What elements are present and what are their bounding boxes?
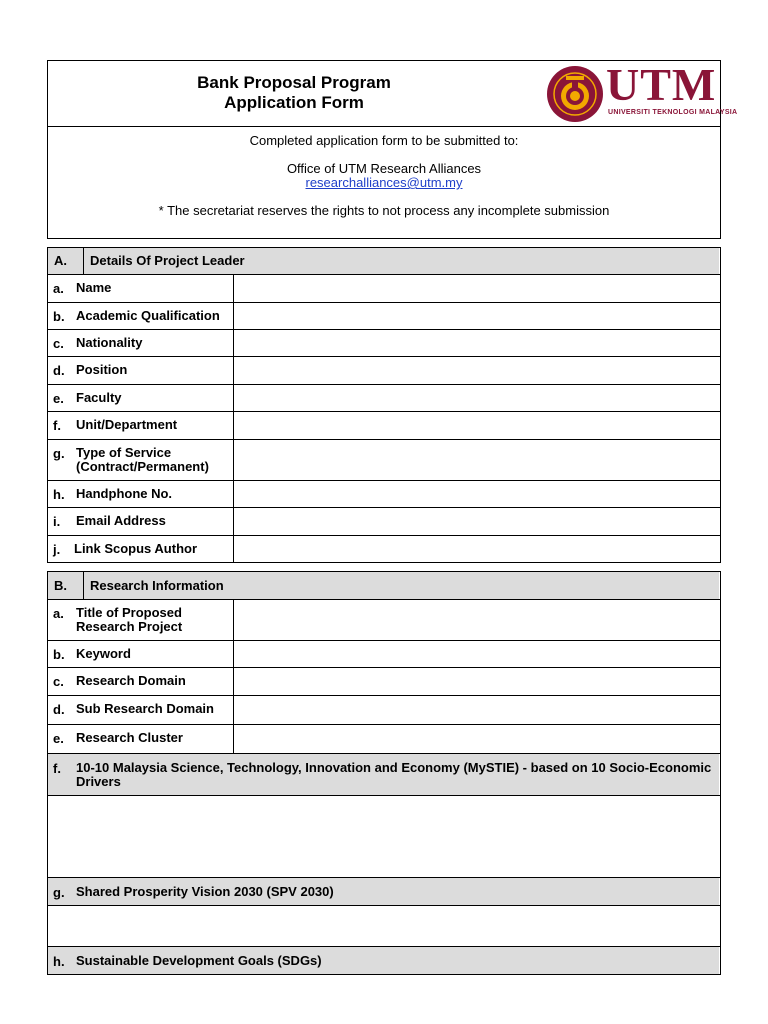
field-label: Position bbox=[76, 362, 128, 377]
handphone-input[interactable] bbox=[235, 481, 719, 507]
field-label: Link Scopus Author bbox=[74, 541, 198, 556]
row-letter: c. bbox=[53, 674, 64, 689]
section-b-title: Research Information bbox=[90, 578, 224, 593]
research-domain-input[interactable] bbox=[235, 668, 719, 695]
row-letter: h. bbox=[53, 487, 65, 502]
field-label: Research Cluster bbox=[76, 730, 183, 745]
row-letter: d. bbox=[53, 363, 65, 378]
field-label: Name bbox=[76, 280, 112, 295]
row-letter: f. bbox=[53, 418, 61, 433]
office-text: Office of UTM Research Alliances bbox=[286, 161, 482, 176]
field-label: Faculty bbox=[76, 390, 122, 405]
utm-wordmark: UTM bbox=[606, 59, 717, 110]
incomplete-submission-note: * The secretariat reserves the rights to not process any incomplete submission bbox=[158, 203, 610, 218]
row-letter: a. bbox=[53, 281, 64, 296]
email-container bbox=[48, 175, 720, 190]
section-b-column-divider bbox=[233, 600, 234, 753]
field-label-line2: Research Project bbox=[76, 619, 183, 634]
spv-input[interactable] bbox=[48, 906, 719, 946]
utm-subtitle: UNIVERSITI TEKNOLOGI MALAYSIA bbox=[608, 109, 738, 116]
field-label: Keyword bbox=[76, 646, 131, 661]
academic-qualification-input[interactable] bbox=[235, 303, 719, 329]
field-label-line2: (Contract/Permanent) bbox=[76, 459, 209, 474]
section-a-column-divider bbox=[233, 275, 234, 562]
spv-label: Shared Prosperity Vision 2030 (SPV 2030) bbox=[76, 884, 334, 899]
field-label: Sub Research Domain bbox=[76, 701, 214, 716]
keyword-input[interactable] bbox=[235, 641, 719, 667]
row-letter: h. bbox=[53, 954, 65, 969]
utm-logo bbox=[546, 59, 738, 123]
position-input[interactable] bbox=[235, 357, 719, 384]
form-title bbox=[190, 73, 398, 113]
research-cluster-input[interactable] bbox=[235, 725, 719, 753]
faculty-input[interactable] bbox=[235, 385, 719, 411]
row-letter: i. bbox=[53, 514, 61, 529]
row-divider bbox=[47, 274, 721, 275]
field-label: Handphone No. bbox=[76, 486, 173, 501]
sub-research-domain-input[interactable] bbox=[235, 696, 719, 724]
submit-to-text: Completed application form to be submitted to: bbox=[249, 133, 519, 148]
section-a-title: Details Of Project Leader bbox=[90, 253, 245, 268]
utm-crest-icon bbox=[546, 65, 604, 123]
row-letter: g. bbox=[53, 885, 65, 900]
section-b-letter: B. bbox=[54, 578, 67, 593]
project-title-input[interactable] bbox=[235, 601, 719, 640]
field-label: Unit/Department bbox=[76, 417, 178, 432]
field-label: Academic Qualification bbox=[76, 308, 220, 323]
section-b-header-divider bbox=[83, 572, 84, 599]
form-title-line1: Bank Proposal Program bbox=[197, 73, 391, 92]
name-input[interactable] bbox=[235, 276, 719, 302]
field-label-line1: Title of Proposed bbox=[76, 605, 182, 620]
unit-department-input[interactable] bbox=[235, 412, 719, 439]
link-scopus-author-input[interactable] bbox=[235, 536, 719, 562]
row-divider bbox=[47, 599, 721, 600]
row-letter: e. bbox=[53, 391, 64, 406]
field-label: Nationality bbox=[76, 335, 143, 350]
field-label-line1: Type of Service bbox=[76, 445, 172, 460]
row-letter: b. bbox=[53, 647, 65, 662]
row-letter: f. bbox=[53, 761, 61, 776]
row-letter: a. bbox=[53, 606, 64, 621]
field-label bbox=[76, 446, 209, 474]
row-letter: j. bbox=[53, 542, 61, 557]
row-letter: b. bbox=[53, 309, 65, 324]
mystie-label: 10-10 Malaysia Science, Technology, Innovation and Economy (MySTIE) - based on 10 Socio-Economic Drivers bbox=[76, 760, 712, 789]
header-divider bbox=[47, 126, 721, 127]
row-letter: e. bbox=[53, 731, 64, 746]
email-link[interactable]: researchalliances@utm.my bbox=[305, 175, 463, 190]
section-a-header-divider bbox=[83, 248, 84, 274]
section-a-letter: A. bbox=[54, 253, 67, 268]
form-title-line2: Application Form bbox=[224, 93, 364, 112]
sdg-label: Sustainable Development Goals (SDGs) bbox=[76, 953, 322, 968]
nationality-input[interactable] bbox=[235, 330, 719, 356]
type-of-service-input[interactable] bbox=[235, 440, 719, 480]
row-letter: g. bbox=[53, 446, 65, 461]
row-letter: d. bbox=[53, 702, 65, 717]
mystie-input[interactable] bbox=[48, 796, 719, 877]
field-label: Email Address bbox=[76, 513, 166, 528]
field-label: Research Domain bbox=[76, 673, 186, 688]
row-letter: c. bbox=[53, 336, 64, 351]
field-label bbox=[76, 606, 182, 634]
email-address-input[interactable] bbox=[235, 508, 719, 535]
